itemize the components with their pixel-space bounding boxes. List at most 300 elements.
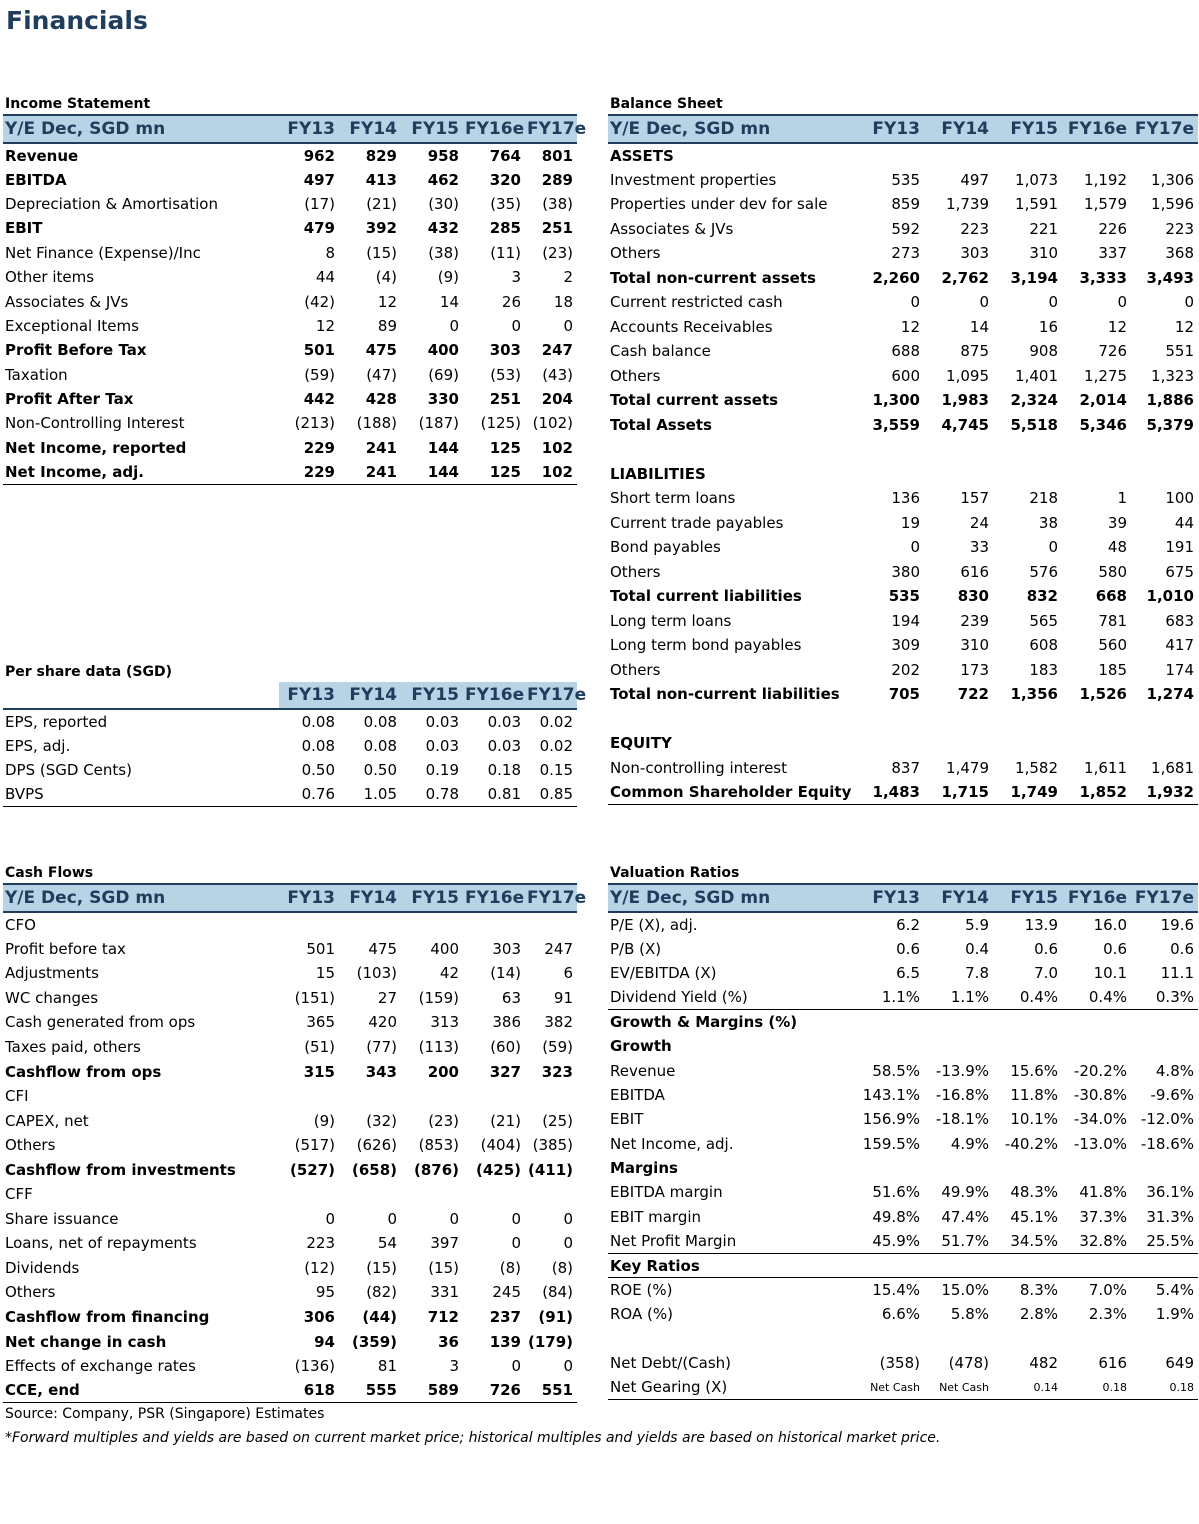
row-value: 0.03 xyxy=(487,712,521,731)
row-value: 668 xyxy=(1095,587,1127,606)
row-label: Profit After Tax xyxy=(5,390,134,409)
row-value: 432 xyxy=(427,219,459,238)
row-value: 239 xyxy=(960,611,989,630)
row-value xyxy=(1062,143,1131,168)
table-row xyxy=(608,658,1198,683)
row-label: Current trade payables xyxy=(610,513,784,532)
row-value: 365 xyxy=(306,1013,335,1032)
row-value: (30) xyxy=(428,194,459,213)
row-value: 229 xyxy=(303,438,335,457)
row-label: Cash generated from ops xyxy=(5,1013,196,1032)
row-value: 12 xyxy=(1174,317,1194,336)
row-value: -9.6% xyxy=(1150,1085,1194,1104)
row-value: 2,014 xyxy=(1079,391,1127,410)
row-value: 303 xyxy=(489,341,521,360)
row-value: 1,681 xyxy=(1151,758,1194,777)
row-label xyxy=(608,437,860,462)
row-value: (9) xyxy=(437,268,459,287)
row-value: 12 xyxy=(1107,317,1127,336)
table-row xyxy=(608,912,1198,936)
row-value: 462 xyxy=(427,170,459,189)
header-year: FY15 xyxy=(401,115,463,143)
row-label: Others xyxy=(610,366,661,385)
row-value: 5.4% xyxy=(1155,1281,1194,1300)
row-value: 551 xyxy=(1165,342,1194,361)
row-value: 417 xyxy=(1165,636,1194,655)
row-value: 24 xyxy=(969,513,989,532)
row-value: 475 xyxy=(365,341,397,360)
row-value: (213) xyxy=(294,414,335,433)
row-value: 475 xyxy=(368,939,397,958)
row-value xyxy=(525,1084,577,1109)
table-row xyxy=(3,1207,577,1232)
row-value: 26 xyxy=(501,292,521,311)
row-value: 962 xyxy=(303,146,335,165)
row-value xyxy=(993,1156,1062,1180)
row-value: 241 xyxy=(365,438,397,457)
row-value: 0.4 xyxy=(965,939,989,958)
row-value: (14) xyxy=(490,964,521,983)
row-value xyxy=(924,1034,993,1058)
row-label: Others xyxy=(610,562,661,581)
row-value xyxy=(1131,1253,1198,1277)
row-value: 18 xyxy=(553,292,573,311)
row-value xyxy=(339,912,401,937)
row-label: Taxes paid, others xyxy=(5,1038,141,1056)
row-value xyxy=(924,1156,993,1180)
row-value: Net Cash xyxy=(924,1375,993,1399)
row-value: 1,323 xyxy=(1151,366,1194,385)
row-label: EBIT xyxy=(610,1110,644,1129)
row-value: -13.9% xyxy=(935,1061,989,1080)
table-row xyxy=(608,364,1198,389)
row-value: 49.8% xyxy=(872,1207,920,1226)
table-row xyxy=(608,143,1198,168)
row-value: 289 xyxy=(541,170,573,189)
row-value: 143.1% xyxy=(862,1085,920,1104)
row-value: 12 xyxy=(377,292,397,311)
header-year: FY13 xyxy=(279,115,339,143)
row-value: 649 xyxy=(1165,1354,1194,1373)
row-value xyxy=(1062,1327,1131,1351)
row-value: 1,095 xyxy=(946,366,989,385)
row-label: Non-controlling interest xyxy=(610,758,787,777)
table-row xyxy=(608,1205,1198,1229)
row-value: 173 xyxy=(960,660,989,679)
row-value: (385) xyxy=(532,1136,573,1155)
row-value: 47.4% xyxy=(941,1207,989,1226)
row-value: 386 xyxy=(492,1013,521,1032)
row-value: 5,518 xyxy=(1010,415,1058,434)
row-value: 0 xyxy=(511,1234,521,1253)
row-value: (21) xyxy=(490,1111,521,1130)
row-value: 42 xyxy=(439,964,459,983)
row-value: Net Cash xyxy=(860,1375,924,1399)
row-value: 1,300 xyxy=(872,391,920,410)
row-label: Taxation xyxy=(5,365,68,384)
row-value: (59) xyxy=(542,1038,573,1056)
row-value: 837 xyxy=(891,758,920,777)
income-statement-table xyxy=(3,114,587,485)
row-value: 0 xyxy=(511,1357,521,1376)
table-row xyxy=(3,460,577,484)
row-value: 44 xyxy=(315,268,335,287)
row-value: 49.9% xyxy=(941,1183,989,1202)
row-value: 51.6% xyxy=(872,1183,920,1202)
row-value xyxy=(993,1010,1062,1034)
row-label: Revenue xyxy=(5,146,79,165)
row-value: (527) xyxy=(289,1160,335,1179)
table-row xyxy=(3,758,577,782)
row-value: 0 xyxy=(1048,538,1058,557)
row-value: (15) xyxy=(366,1258,397,1277)
table-row xyxy=(608,462,1198,487)
row-value: 309 xyxy=(891,636,920,655)
row-label: EQUITY xyxy=(610,734,672,753)
row-label: Others xyxy=(610,244,661,263)
row-value: -16.8% xyxy=(935,1085,989,1104)
row-value: 859 xyxy=(891,195,920,214)
section-title: Cash Flows xyxy=(5,865,94,881)
row-label: EBITDA margin xyxy=(610,1183,723,1202)
row-value xyxy=(1131,437,1198,462)
table-row xyxy=(608,1278,1198,1302)
row-value: 781 xyxy=(1098,611,1127,630)
row-value: 618 xyxy=(279,1378,339,1403)
row-value: 331 xyxy=(430,1283,459,1302)
page-title: Financials xyxy=(6,6,148,35)
row-value: (159) xyxy=(418,988,459,1007)
row-value: 313 xyxy=(430,1013,459,1032)
table-row xyxy=(3,265,577,289)
table-row xyxy=(3,167,577,191)
row-value: 183 xyxy=(1029,660,1058,679)
row-value xyxy=(339,1182,401,1207)
row-value: 1,479 xyxy=(946,758,989,777)
row-value: 0.76 xyxy=(279,782,339,806)
row-value xyxy=(924,1327,993,1351)
row-value: 683 xyxy=(1165,611,1194,630)
row-value: 3 xyxy=(511,268,521,287)
row-value: 5,346 xyxy=(1079,415,1127,434)
row-value: 2 xyxy=(563,268,573,287)
row-value: 223 xyxy=(960,219,989,238)
row-value: (517) xyxy=(294,1136,335,1155)
row-value: 1,073 xyxy=(1015,170,1058,189)
row-value: 1,275 xyxy=(1084,366,1127,385)
header-year: FY13 xyxy=(279,682,339,709)
row-value: 191 xyxy=(1165,538,1194,557)
row-value: 323 xyxy=(541,1062,573,1081)
row-value: 368 xyxy=(1165,244,1194,263)
row-value xyxy=(463,1182,525,1207)
row-value: -18.6% xyxy=(1140,1134,1194,1153)
row-value: (9) xyxy=(313,1111,335,1130)
row-value: 144 xyxy=(401,460,463,484)
row-value: (113) xyxy=(418,1038,459,1056)
row-label: Net Income, adj. xyxy=(3,460,279,484)
row-value: 0 xyxy=(1048,293,1058,312)
row-value: 428 xyxy=(365,390,397,409)
row-value: 6.5 xyxy=(896,963,920,982)
row-value xyxy=(1131,1034,1198,1058)
row-value: 2.8% xyxy=(1019,1305,1058,1324)
footnote: *Forward multiples and yields are based on current market price; historical multiples and yields are based on historical market price. xyxy=(5,1430,941,1446)
row-value: 223 xyxy=(306,1234,335,1253)
row-value: (136) xyxy=(294,1357,335,1376)
row-value: 592 xyxy=(891,219,920,238)
table-row xyxy=(3,1010,577,1035)
row-value: (77) xyxy=(366,1038,397,1056)
row-value: 285 xyxy=(489,219,521,238)
row-value: (8) xyxy=(499,1258,521,1277)
row-value: (4) xyxy=(375,268,397,287)
header-year: FY17e xyxy=(525,682,577,709)
row-value: -18.1% xyxy=(935,1110,989,1129)
row-value: 0 xyxy=(325,1209,335,1228)
row-value xyxy=(993,437,1062,462)
table-row xyxy=(3,1182,577,1207)
row-value xyxy=(525,912,577,937)
row-value: 27 xyxy=(377,988,397,1007)
row-value: 392 xyxy=(365,219,397,238)
row-value xyxy=(860,437,924,462)
row-value xyxy=(1062,437,1131,462)
row-value: 0.78 xyxy=(401,782,463,806)
table-row xyxy=(3,143,577,167)
table-row xyxy=(3,1157,577,1182)
row-label: Others xyxy=(610,660,661,679)
table-row xyxy=(3,387,577,411)
row-value: (12) xyxy=(304,1258,335,1277)
row-label: EBIT margin xyxy=(610,1207,702,1226)
table-row xyxy=(608,217,1198,242)
row-value: 0.08 xyxy=(301,712,335,731)
row-value: 218 xyxy=(1029,489,1058,508)
row-value: 14 xyxy=(439,292,459,311)
row-value: (102) xyxy=(532,414,573,433)
per-share-table xyxy=(3,682,587,807)
row-label: Dividends xyxy=(5,1258,80,1277)
row-value: 908 xyxy=(1029,342,1058,361)
section-title: Per share data (SGD) xyxy=(5,664,173,680)
row-label: Long term bond payables xyxy=(610,636,802,655)
row-value: 1 xyxy=(1117,489,1127,508)
table-row xyxy=(608,936,1198,960)
row-value: 1,306 xyxy=(1151,170,1194,189)
row-value: 3,333 xyxy=(1079,268,1127,287)
row-value: 229 xyxy=(279,460,339,484)
row-value: (23) xyxy=(542,243,573,262)
row-value xyxy=(279,1182,339,1207)
row-label: EBITDA xyxy=(610,1085,665,1104)
row-value: 722 xyxy=(957,685,989,704)
table-row xyxy=(608,560,1198,585)
row-value: 712 xyxy=(427,1308,459,1327)
valuation-ratios-section xyxy=(608,863,1198,1400)
row-label: DPS (SGD Cents) xyxy=(5,760,132,779)
income-statement-section xyxy=(3,94,587,485)
row-value: 0.08 xyxy=(301,736,335,755)
row-value: 688 xyxy=(891,342,920,361)
row-label: LIABILITIES xyxy=(610,464,706,483)
header-label: Y/E Dec, SGD mn xyxy=(3,884,279,912)
row-value: 501 xyxy=(303,341,335,360)
row-value: 33 xyxy=(969,538,989,557)
table-row xyxy=(3,782,577,806)
table-row xyxy=(3,1059,577,1084)
row-value: 31.3% xyxy=(1146,1207,1194,1226)
row-value: 156.9% xyxy=(862,1110,920,1129)
table-row xyxy=(608,682,1198,707)
row-value: 194 xyxy=(891,611,920,630)
row-value: 19.6 xyxy=(1160,915,1194,934)
row-value: 0.6 xyxy=(1103,939,1127,958)
table-row xyxy=(3,709,577,733)
row-label: Cashflow from investments xyxy=(5,1160,236,1179)
table-row xyxy=(608,756,1198,781)
row-label: Total non-current liabilities xyxy=(610,685,840,704)
row-value: 34.5% xyxy=(993,1229,1062,1253)
row-label: Associates & JVs xyxy=(5,292,129,311)
row-label: Revenue xyxy=(610,1061,676,1080)
row-value xyxy=(463,1084,525,1109)
row-value: 245 xyxy=(492,1283,521,1302)
table-row xyxy=(3,1133,577,1158)
row-value: 482 xyxy=(1029,1354,1058,1373)
table-row xyxy=(3,1035,577,1060)
row-value: 1.1% xyxy=(924,985,993,1009)
row-label: Growth xyxy=(610,1037,672,1056)
row-value: 1,852 xyxy=(1062,780,1131,805)
row-value: 420 xyxy=(368,1013,397,1032)
row-value: 0.18 xyxy=(1062,1375,1131,1399)
row-value: (84) xyxy=(542,1283,573,1302)
row-label: Net Profit Margin xyxy=(608,1229,860,1253)
row-value: 100 xyxy=(1165,489,1194,508)
table-row xyxy=(3,1354,577,1379)
row-label: Associates & JVs xyxy=(610,219,734,238)
table-row xyxy=(608,1058,1198,1082)
row-value: 7.8 xyxy=(965,963,989,982)
row-value xyxy=(924,707,993,732)
row-value: 0 xyxy=(1117,293,1127,312)
row-value: 616 xyxy=(1098,1354,1127,1373)
table-row xyxy=(608,1375,1198,1399)
header-year: FY15 xyxy=(401,682,463,709)
table-row xyxy=(608,486,1198,511)
header-row xyxy=(3,115,577,143)
row-value: 204 xyxy=(541,390,573,409)
row-value: 3 xyxy=(449,1357,459,1376)
table-row xyxy=(608,584,1198,609)
row-value xyxy=(860,707,924,732)
row-value: (38) xyxy=(428,243,459,262)
row-value xyxy=(279,1084,339,1109)
row-value: 0.14 xyxy=(993,1375,1062,1399)
row-value: 306 xyxy=(303,1308,335,1327)
row-label: EPS, adj. xyxy=(5,736,71,755)
row-value: (25) xyxy=(542,1111,573,1130)
row-label: Cashflow from financing xyxy=(5,1308,210,1327)
row-value: 832 xyxy=(1026,587,1058,606)
row-value xyxy=(1131,707,1198,732)
header-year: FY13 xyxy=(860,884,924,912)
row-value: 12 xyxy=(315,316,335,335)
row-value: (51) xyxy=(304,1038,335,1056)
row-value: 221 xyxy=(1029,219,1058,238)
table-row xyxy=(608,192,1198,217)
row-label: Net Gearing (X) xyxy=(608,1375,860,1399)
row-value xyxy=(860,1010,924,1034)
header-label: Y/E Dec, SGD mn xyxy=(3,115,279,143)
row-value: 400 xyxy=(430,939,459,958)
row-value: 6.2 xyxy=(896,915,920,934)
row-value: 0 xyxy=(387,1209,397,1228)
header-year: FY13 xyxy=(860,115,924,143)
table-row xyxy=(3,192,577,216)
row-label: Investment properties xyxy=(610,170,777,189)
table-row xyxy=(608,168,1198,193)
table-row xyxy=(608,1132,1198,1156)
header-year: FY17e xyxy=(525,115,577,143)
row-value: 1,715 xyxy=(924,780,993,805)
row-value: 0.6 xyxy=(1034,939,1058,958)
row-value: 48 xyxy=(1107,538,1127,557)
row-value: 0 xyxy=(979,293,989,312)
row-value: 6.6% xyxy=(881,1305,920,1324)
table-row xyxy=(608,535,1198,560)
table-row xyxy=(3,289,577,313)
row-value: 560 xyxy=(1098,636,1127,655)
row-value: 764 xyxy=(489,146,521,165)
row-label: CFF xyxy=(5,1185,33,1204)
header-year: FY13 xyxy=(279,884,339,912)
row-value: 1,401 xyxy=(1015,366,1058,385)
header-year: FY16e xyxy=(463,884,525,912)
row-value: 102 xyxy=(525,460,577,484)
row-value: 535 xyxy=(888,587,920,606)
row-value: 479 xyxy=(303,219,335,238)
row-value: 501 xyxy=(306,939,335,958)
row-label: Net Finance (Expense)/Inc xyxy=(5,243,201,262)
row-value xyxy=(860,1327,924,1351)
header-label xyxy=(3,682,279,709)
row-label: Total non-current assets xyxy=(610,268,816,287)
row-value: 875 xyxy=(960,342,989,361)
row-value: 19 xyxy=(900,513,920,532)
row-value: -40.2% xyxy=(1004,1134,1058,1153)
row-value: 39 xyxy=(1107,513,1127,532)
row-label: EBIT xyxy=(5,219,43,238)
row-value: 241 xyxy=(339,460,401,484)
row-value: (47) xyxy=(366,365,397,384)
row-value: 51.7% xyxy=(924,1229,993,1253)
row-value: (69) xyxy=(428,365,459,384)
row-value xyxy=(993,731,1062,756)
row-value: 0 xyxy=(910,538,920,557)
row-value xyxy=(401,912,463,937)
row-value: 36 xyxy=(438,1332,459,1351)
header-year: FY16e xyxy=(1062,884,1131,912)
table-row xyxy=(608,731,1198,756)
row-value: (853) xyxy=(418,1136,459,1155)
row-value xyxy=(860,731,924,756)
row-value xyxy=(1062,731,1131,756)
row-value: 3,559 xyxy=(872,415,920,434)
row-label: P/E (X), adj. xyxy=(610,915,698,934)
header-year: FY14 xyxy=(924,115,993,143)
